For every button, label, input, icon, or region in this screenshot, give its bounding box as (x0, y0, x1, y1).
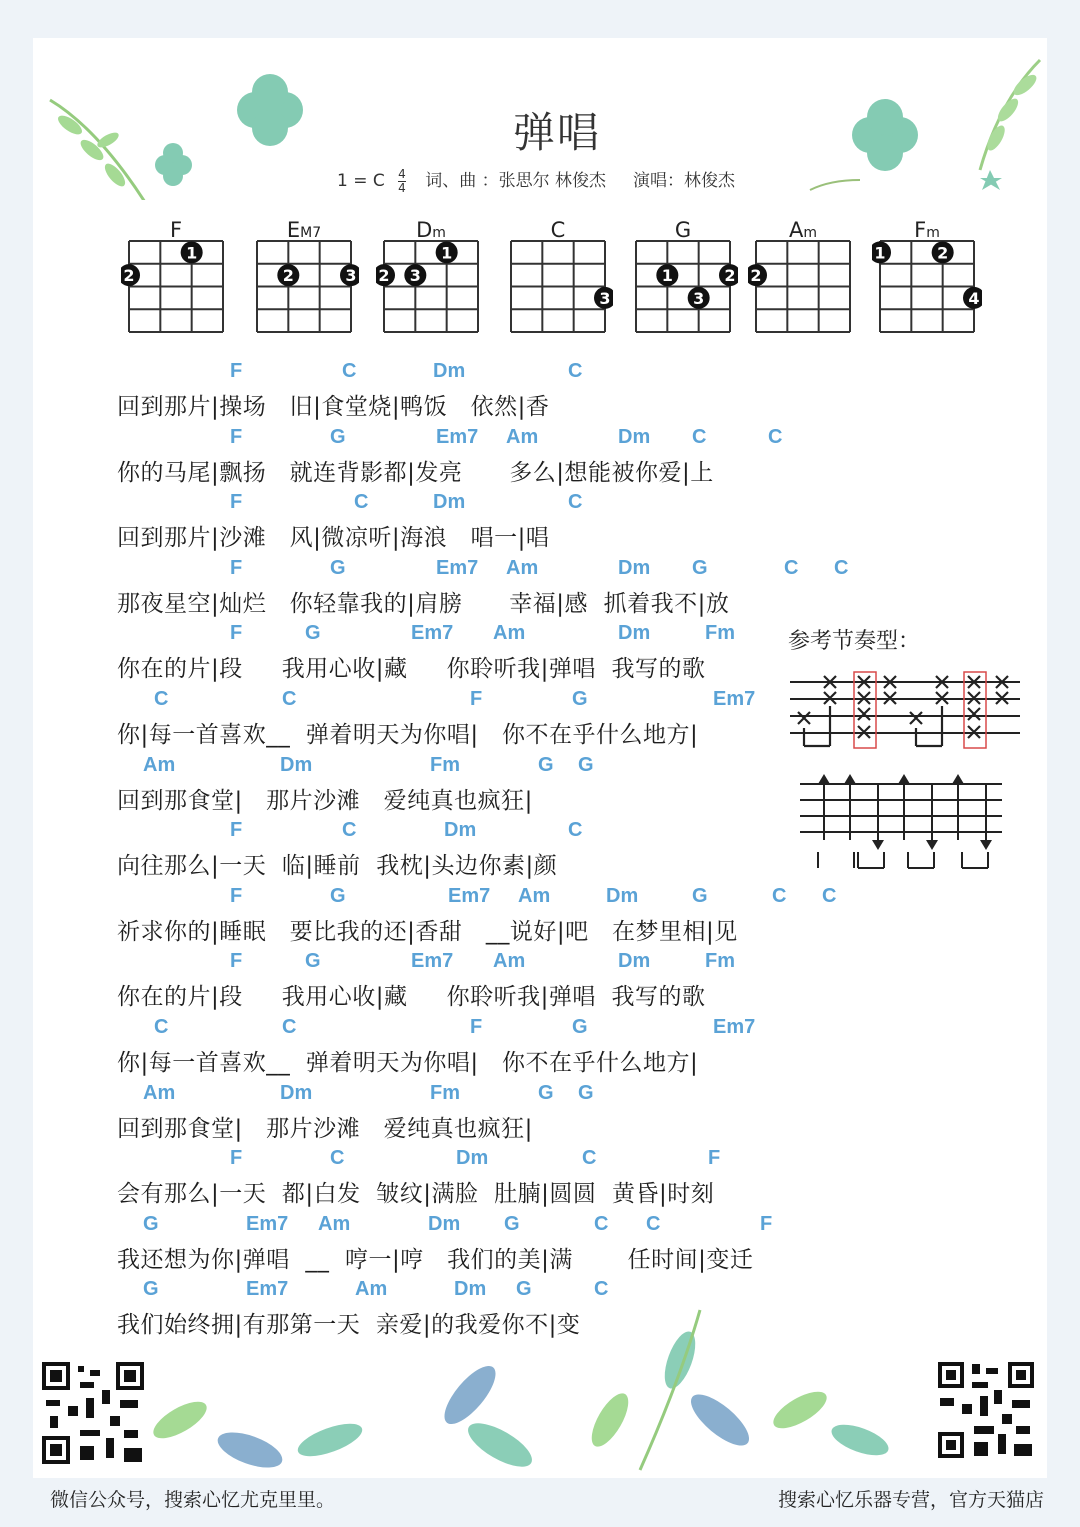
lyric-line (0, 753, 800, 832)
chord-grid (503, 240, 613, 336)
chord-label: C (784, 556, 799, 579)
chord-label: C (772, 884, 787, 907)
chord-chart-name (129, 218, 223, 242)
chord-quality: M7 (300, 225, 322, 241)
lyric-text: 你在的片|段 我用心收|藏 你聆听我|弹唱 我写的歌 (117, 984, 706, 1011)
finger-number: 2 (123, 266, 135, 286)
chord-grid (872, 240, 982, 336)
finger-number: 1 (186, 243, 198, 263)
chord-label: Em7 (713, 688, 756, 710)
lyric-text: 我们始终拥|有那第一天 亲爱|的我爱你不|变 (117, 1312, 581, 1339)
lyric-line (0, 491, 800, 569)
chord-label: C (342, 360, 357, 382)
chord-chart-name (756, 218, 850, 242)
credits: 词、曲 ：张思尔 林俊杰 (425, 171, 607, 191)
chord-label: Fm (430, 1081, 460, 1104)
strum-direction-notation (796, 772, 1016, 872)
finger-number: 2 (724, 266, 736, 286)
chord-chart (874, 218, 980, 332)
chord-root: C (550, 218, 566, 242)
chord-label: C (568, 819, 583, 842)
chord-label: Em7 (448, 884, 491, 907)
chord-label: G (538, 1081, 554, 1104)
chord-label: C (342, 819, 357, 842)
finger-number: 2 (378, 266, 390, 286)
lyric-line (0, 1278, 800, 1356)
chord-label: G (538, 753, 554, 776)
chord-grid (121, 240, 231, 336)
lyric-line (0, 819, 800, 897)
strum-pattern-notation (786, 670, 1026, 760)
chord-label: G (143, 1212, 159, 1235)
chord-label: C (768, 425, 783, 448)
finger-number: 3 (345, 266, 357, 286)
chord-root: F (914, 218, 927, 242)
chord-quality: m (432, 225, 446, 241)
chord-root: A (788, 218, 804, 242)
chord-label: Dm (618, 556, 651, 579)
time-signature-numerator: 4 (398, 166, 406, 181)
lyric-text: 回到那食堂| 那片沙滩 爱纯真也疯狂| (117, 787, 533, 814)
chord-label: G (330, 556, 346, 579)
chord-chart (257, 218, 357, 332)
lyric-line (0, 360, 800, 438)
chord-label: Dm (454, 1278, 487, 1301)
chord-label: C (594, 1212, 609, 1235)
finger-number: 3 (693, 288, 705, 308)
chord-label: Am (143, 1081, 176, 1104)
lyric-text: 你|每一首喜欢__ 弹着明天为你唱| 你不在乎什么地方| (117, 722, 699, 748)
chord-label: Fm (705, 622, 735, 645)
qr-code-right (936, 1360, 1036, 1460)
chord-label: F (230, 884, 243, 907)
finger-number: 1 (661, 266, 673, 286)
chord-label: Am (355, 1278, 388, 1301)
chord-label: F (230, 556, 243, 579)
chord-label: F (760, 1212, 773, 1235)
chord-chart-name (880, 218, 974, 242)
time-signature-denominator: 4 (398, 180, 406, 195)
chord-label: Am (518, 884, 551, 907)
chord-label: G (330, 425, 346, 448)
chord-label: F (230, 950, 243, 973)
finger-number: 2 (282, 266, 294, 286)
chord-label: C (594, 1278, 609, 1301)
lyric-line (0, 950, 800, 1028)
chord-label: Dm (280, 753, 313, 776)
chord-label: C (834, 556, 849, 579)
lyric-line (0, 622, 800, 700)
finger-number: 4 (968, 288, 980, 308)
chord-label: C (582, 1147, 597, 1170)
chord-label: Am (143, 753, 176, 776)
chord-label: G (143, 1278, 159, 1301)
chord-label: Dm (606, 884, 639, 907)
chord-label: Dm (280, 1081, 313, 1104)
finger-number: 2 (937, 243, 949, 263)
lyric-text: 回到那食堂| 那片沙滩 爱纯真也疯狂| (117, 1115, 533, 1142)
lyric-text: 你|每一首喜欢__ 弹着明天为你唱| 你不在乎什么地方| (117, 1050, 699, 1076)
chord-grid (376, 240, 486, 336)
key-signature: 1 = C (337, 171, 385, 191)
chord-label: Am (506, 425, 539, 448)
chord-label: C (154, 1016, 169, 1038)
chord-label: C (646, 1212, 661, 1235)
chord-label: Em7 (436, 556, 479, 579)
chord-label: C (282, 1016, 297, 1038)
chord-label: Dm (618, 950, 651, 973)
chord-label: C (568, 491, 583, 514)
lyric-text: 我还想为你|弹唱 __ 哼一|哼 我们的美|满 任时间|变迁 (117, 1246, 754, 1273)
finger-number: 3 (599, 288, 611, 308)
chord-label: G (692, 884, 708, 907)
chord-label: G (692, 556, 708, 579)
chord-label: F (708, 1147, 721, 1170)
chord-label: G (305, 950, 321, 973)
page-title: 弹唱 (512, 108, 601, 157)
chord-label: Fm (430, 753, 460, 776)
chord-label: C (354, 491, 369, 514)
lyric-text: 那夜星空|灿烂 你轻靠我的|肩膀 幸福|感 抓着我不|放 (117, 590, 730, 617)
chord-label: F (230, 1147, 243, 1170)
chord-chart-name (636, 218, 730, 242)
chord-root: E (286, 218, 301, 242)
chord-label: Dm (456, 1147, 489, 1170)
chord-label: C (822, 884, 837, 907)
chord-label: Dm (618, 622, 651, 645)
chord-chart (123, 218, 223, 332)
chord-label: Fm (705, 950, 735, 973)
chord-label: Em7 (246, 1212, 289, 1235)
chord-label: Em7 (411, 622, 454, 645)
lyric-line (0, 688, 800, 766)
chord-root: F (169, 218, 183, 242)
chord-label: F (230, 360, 243, 382)
lyric-line (0, 1016, 800, 1094)
chord-label: F (230, 819, 243, 842)
lyric-text: 祈求你的|睡眠 要比我的还|香甜 __说好|吧 在梦里相|见 (117, 918, 738, 945)
footer-wechat-note: 微信公众号，搜索心忆尤克里里。 (50, 1489, 336, 1511)
footer-store-note: 搜索心忆乐器专营，官方天猫店 (777, 1489, 1044, 1511)
chord-label: G (330, 884, 346, 907)
chord-label: F (230, 425, 243, 448)
chord-quality: m (803, 225, 817, 241)
chord-label: C (154, 688, 169, 710)
lyric-text: 回到那片|操场 旧|食堂烧|鸭饭 依然|香 (117, 394, 550, 420)
finger-number: 1 (874, 243, 886, 263)
chord-chart-name (257, 218, 351, 242)
chord-label: Em7 (713, 1016, 756, 1038)
chord-grid (748, 240, 858, 336)
finger-number: 2 (750, 266, 762, 286)
lyric-line (0, 1212, 800, 1291)
time-signature (398, 168, 406, 195)
chord-label: G (516, 1278, 532, 1301)
chord-label: Dm (444, 819, 477, 842)
chord-label: G (578, 1081, 594, 1104)
singer: 演唱：林俊杰 (633, 171, 736, 191)
lyric-text: 向往那么|一天 临|睡前 我枕|头边你素|颜 (117, 853, 558, 880)
chord-chart-name (511, 218, 605, 242)
chord-chart (378, 218, 478, 332)
lyric-text: 你在的片|段 我用心收|藏 你聆听我|弹唱 我写的歌 (117, 656, 706, 683)
chord-label: G (572, 688, 588, 710)
chord-label: Am (318, 1212, 351, 1235)
lyric-line (0, 1081, 800, 1160)
song-meta (337, 166, 735, 195)
chord-label: G (504, 1212, 520, 1235)
chord-chart (511, 218, 611, 332)
lyric-line (0, 556, 849, 635)
chord-label: F (470, 1016, 483, 1038)
chord-chart (750, 218, 850, 332)
chord-root: G (674, 218, 692, 242)
chord-chart-name (384, 218, 478, 242)
chord-label: C (330, 1147, 345, 1170)
chord-label: Em7 (246, 1278, 289, 1301)
lyric-line (0, 884, 837, 963)
finger-number: 3 (409, 266, 421, 286)
chord-label: C (282, 688, 297, 710)
lyric-text: 你的马尾|飘扬 就连背影都|发亮 多么|想能被你爱|上 (117, 459, 714, 486)
chord-label: G (578, 753, 594, 776)
chord-label: Em7 (436, 425, 479, 448)
chord-label: Am (493, 622, 526, 645)
chord-label: Dm (433, 491, 466, 514)
chord-label: Dm (428, 1212, 461, 1235)
chord-label: Am (506, 556, 539, 579)
chord-grid (249, 240, 359, 336)
chord-label: C (692, 425, 707, 448)
chord-label: F (470, 688, 483, 710)
lyric-text: 会有那么|一天 都|白发 皱纹|满脸 肚腩|圆圆 黄昏|时刻 (117, 1181, 715, 1208)
chord-quality: m (926, 225, 940, 241)
chord-label: G (305, 622, 321, 645)
chord-label: Em7 (411, 950, 454, 973)
chord-label: Am (493, 950, 526, 973)
chord-root: D (416, 218, 433, 242)
chord-chart (636, 218, 736, 332)
chord-label: C (568, 360, 583, 382)
qr-code-left (40, 1360, 146, 1466)
lyric-line (0, 1147, 800, 1225)
finger-number: 1 (441, 243, 453, 263)
chord-grid (628, 240, 738, 336)
chord-label: Dm (433, 360, 466, 382)
lyric-line (0, 425, 800, 504)
lyric-text: 回到那片|沙滩 风|微凉听|海浪 唱一|唱 (117, 525, 550, 552)
chord-label: F (230, 491, 243, 514)
rhythm-title: 参考节奏型： (788, 629, 921, 654)
chord-label: F (230, 622, 243, 645)
chord-label: Dm (618, 425, 651, 448)
chord-label: G (572, 1016, 588, 1038)
